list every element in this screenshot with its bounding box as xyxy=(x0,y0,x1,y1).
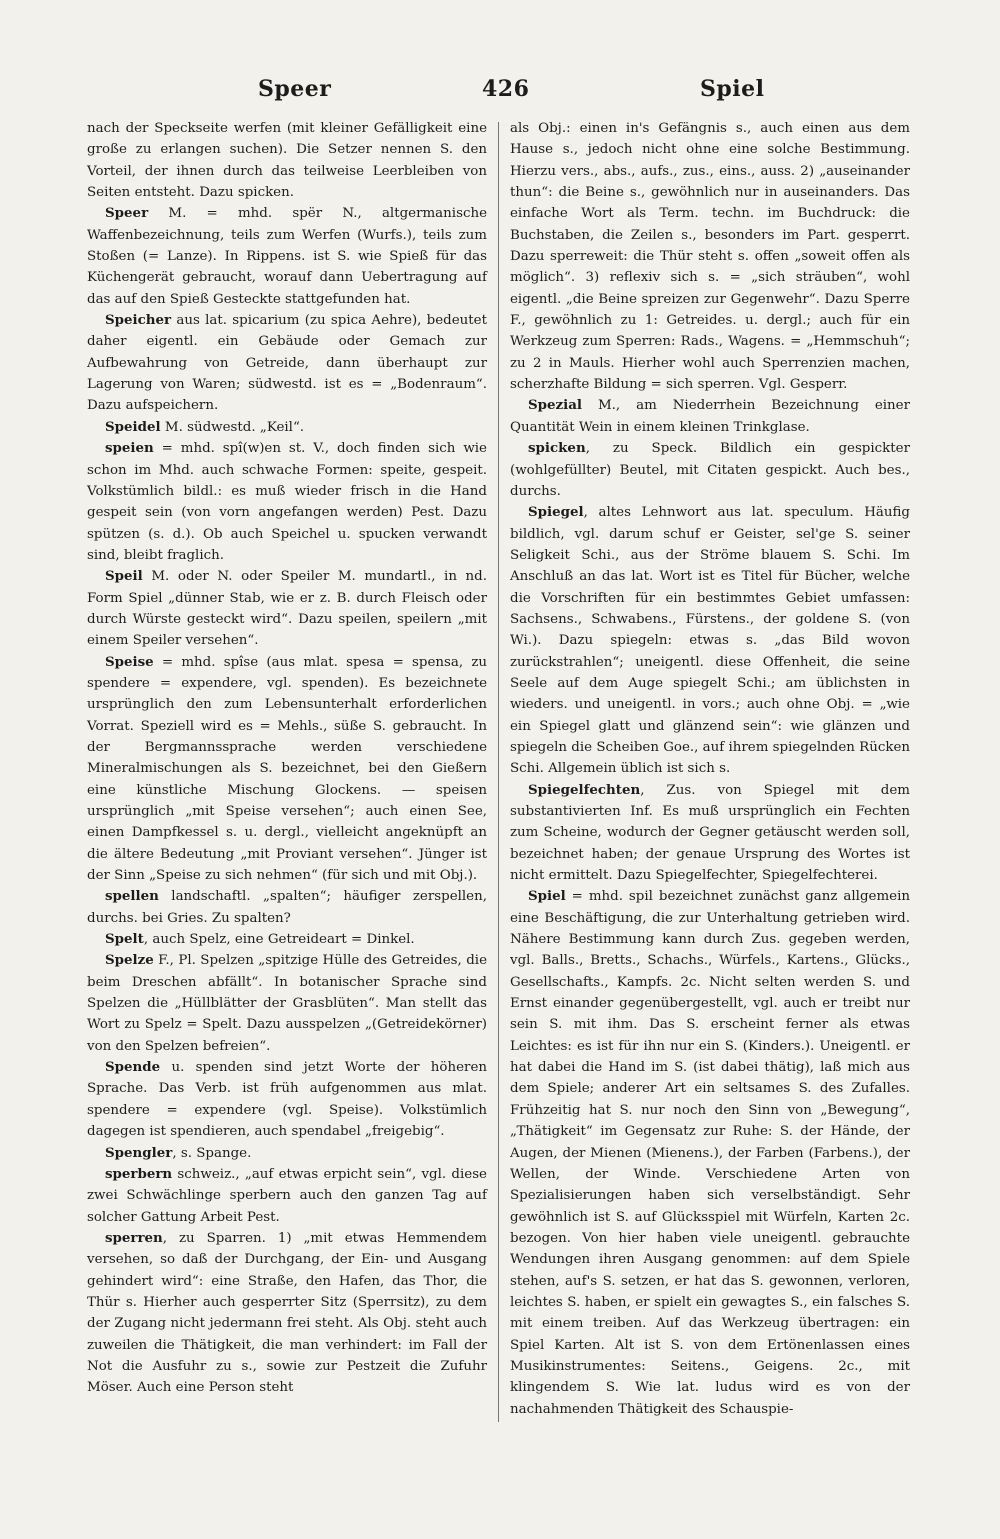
entry xyxy=(87,566,487,651)
entry xyxy=(510,395,910,438)
entry-headword: sperren xyxy=(105,1229,163,1246)
entry-text: schweiz., „auf etwas erpicht sein“, vgl. diese zwei Schwächlinge sperbern auch den ganzen Tag auf solcher Gattung Arbeit Pest. xyxy=(87,1166,487,1225)
entry xyxy=(87,417,487,438)
entry-text: F., Pl. Spelzen „spitzige Hülle des Getreides, die beim Dreschen abfällt“. In botanischer Sprache sind Spelzen die „Hüllblätter der Grasblüten“. Man stellt das Wort zu Spelz = Spelt. Dazu ausspelzen „(Getreidekörner) von den Spelzen befreien“. xyxy=(87,953,487,1054)
entry-headword: Spengler xyxy=(105,1144,173,1161)
entry-headword: Speil xyxy=(105,568,143,585)
entry-text: = mhd. spî(w)en st. V., doch finden sich wie schon im Mhd. auch schwache Formen: speite, gespeit. Volkstümlich bildl.: es muß wieder frisch in die Hand gespeit sein (von vorn angefangen werden) Pest. Dazu spützen (s. d.). Ob auch Speichel u. spucken verwandt sind, bleibt fraglich. xyxy=(87,441,487,563)
entry xyxy=(87,929,487,950)
entry xyxy=(87,1057,487,1142)
header-right-word: Spiel xyxy=(700,76,765,102)
entry-headword: Spiel xyxy=(528,888,566,905)
entry-text: u. spenden sind jetzt Worte der höheren Sprache. Das Verb. ist früh aufgenommen aus mlat. spendere = expendere (vgl. Speise). Volkstümlich dagegen ist spendieren, auch spendabel „freigebig“. xyxy=(87,1060,487,1140)
entry xyxy=(87,1228,487,1399)
entry xyxy=(87,950,487,1057)
entry xyxy=(510,780,910,887)
entry-headword: Spezial xyxy=(528,397,583,414)
entry xyxy=(87,438,487,566)
entry-text: nach der Speckseite werfen (mit kleiner Gefälligkeit eine große zu erlangen suchen). Die Setzer nennen S. den Vorteil, der ihnen durch das teilweise Leerbleiben von Seiten entsteht. Dazu spicken. xyxy=(87,121,487,201)
left-column xyxy=(87,118,487,1399)
entry-text: , auch Spelz, eine Getreideart = Dinkel. xyxy=(143,932,415,948)
entry-headword: Speidel xyxy=(105,418,161,435)
entry-text: M. = mhd. spër N., altgermanische Waffenbezeichnung, teils zum Werfen (Wurfs.), teils zum Stoßen (= Lanze). In Rippens. ist S. wie Spieß für das Küchengerät gebraucht, worauf dann Uebertragung auf das auf den Spieß Gesteckte stattgefunden hat. xyxy=(87,206,487,307)
entry-headword: spellen xyxy=(105,888,159,905)
entry-headword: Spelt xyxy=(105,931,144,948)
entry-headword: Spiegel xyxy=(528,504,584,521)
entry xyxy=(87,118,487,203)
entry-text: , zu Speck. Bildlich ein gespickter (wohlgefüllter) Beutel, mit Citaten gespickt. Auch bes., durchs. xyxy=(510,441,910,499)
running-header xyxy=(0,76,1000,108)
entry-text: landschaftl. „spalten“; häufiger zerspellen, durchs. bei Gries. Zu spalten? xyxy=(87,889,487,926)
entry-text: M. südwestd. „Keil“. xyxy=(160,419,305,435)
entry-headword: Speicher xyxy=(105,312,172,329)
entry-headword: sperbern xyxy=(105,1165,173,1182)
entry-text: , altes Lehnwort aus lat. speculum. Häufig bildlich, vgl. darum schuf er Geister, sel'ge S. seiner Seligkeit Schi., aus der Ströme blauem S. Schi. Im Anschluß an das lat. Wort ist es Titel für Bücher, welche die Vorschriften für ein bestimmtes Gebiet umfassen: Sachsens., Schwabens., Fürstens., der goldene S. (von Wi.). Dazu spiegeln: etwas s. „das Bild wovon zurückstrahlen“; uneigentl. diese Offenheit, die seine Seele auf dem Auge spiegelt Schi.; am üblichsten in wieders. und uneigentl. in vors.; auch ohne Obj. = „wie ein Spiegel glatt und glänzend sein“: wie glänzen und spiegeln die Scheiben Goe., auf ihrem spiegelnden Rücken Schi. Allgemein üblich ist sich s. xyxy=(510,505,910,777)
entry xyxy=(510,118,910,395)
entry-text: M., am Niederrhein Bezeichnung einer Quantität Wein in einem kleinen Trinkglase. xyxy=(510,398,910,435)
entry xyxy=(87,203,487,310)
entry-headword: Spende xyxy=(105,1059,161,1076)
entry-headword: Spiegelfechten xyxy=(528,781,641,798)
entry xyxy=(510,438,910,502)
entry xyxy=(87,1164,487,1228)
entry-text: , s. Spange. xyxy=(172,1145,252,1161)
entry-text: , zu Sparren. 1) „mit etwas Hemmendem versehen, so daß der Durchgang, der Ein- und Ausgang gehindert wird“: eine Straße, den Hafen, das Thor, die Thür s. Hierher auch gesperrter Sitz (Sperrsitz), zu dem der Zugang nicht jedermann frei steht. Als Obj. steht auch zuweilen die Thätigkeit, die man verhindert: im Fall der Not die Ausfuhr zu s., sowie zur Pestzeit die Zufuhr Möser. Auch eine Person steht xyxy=(87,1230,487,1396)
entry xyxy=(510,886,910,1420)
entry xyxy=(87,652,487,887)
entry-headword: speien xyxy=(105,440,154,457)
entry xyxy=(87,886,487,929)
entry-headword: Speise xyxy=(105,653,154,670)
entry xyxy=(510,502,910,779)
entry-text: als Obj.: einen in's Gefängnis s., auch einen aus dem Hause s., jedoch nicht ohne eine solche Bestimmung. Hierzu vers., abs., aufs., zus., eins., auss. 2) „auseinander thun“: die Beine s., gewöhnlich nur in auseinanders. Das einfache Wort als Term. techn. im Buchdruck: die Buchstaben, die Zeilen s., besonders im Part. gesperrt. Dazu sperreweit: die Thür steht s. offen „soweit offen als möglich“. 3) reflexiv sich s. = „sich sträuben“, wohl eigentl. „die Beine spreizen zur Gegenwehr“. Dazu Sperre F., gewöhnlich zu 1: Getreides. u. dergl.; auch für ein Werkzeug zum Sperren: Rads., Wagens. = „Hemmschuh“; zu 2 in Mauls. Hierher wohl auch Sperrenzien machen, scherzhafte Bildung = sich sperren. Vgl. Gesperr. xyxy=(510,121,910,393)
entry-text: aus lat. spicarium (zu spica Aehre), bedeutet daher eigentl. ein Gebäude oder Gemach zur Aufbewahrung von Getreide, dann überhaupt zur Lagerung von Waren; südwestd. ist es = „Bodenraum“. Dazu aufspeichern. xyxy=(87,313,487,414)
entry-headword: Spelze xyxy=(105,952,154,969)
entry-headword: spicken xyxy=(528,440,586,457)
entry-text: = mhd. spîse (aus mlat. spesa = spensa, zu spendere = expendere, vgl. spenden). Es bezeichnete ursprünglich den zum Lebensunterhalt erforderlichen Vorrat. Speziell wird es = Mehls., süße S. gebraucht. In der Bergmannssprache werden verschiedene Mineralmischungen als S. bezeichnet, bei den Gießern eine künstliche Mischung Glockens. — speisen ursprünglich „mit Speise versehen“; auch einen See, einen Dampfkessel s. u. dergl., vielleicht angeknüpft an die ältere Bedeutung „mit Proviant versehen“. Jünger ist der Sinn „Speise zu sich nehmen“ (für sich und mit Obj.). xyxy=(87,654,487,884)
page-number: 426 xyxy=(482,76,530,102)
entry xyxy=(87,1143,487,1164)
entry-text: M. oder N. oder Speiler M. mundartl., in nd. Form Spiel „dünner Stab, wie er z. B. durch Fleisch oder durch Würste gesteckt wird“. Dazu speilen, speilern „mit einem Speiler versehen“. xyxy=(87,569,487,649)
entry xyxy=(87,310,487,417)
header-left-word: Speer xyxy=(258,76,332,102)
entry-headword: Speer xyxy=(105,205,149,222)
entry-text: = mhd. spil bezeichnet zunächst ganz allgemein eine Beschäftigung, die zur Unterhaltung getrieben wird. Nähere Bestimmung kann durch Zus. gegeben werden, vgl. Balls., Bretts., Schachs., Würfels., Kartens., Glücks., Gesellschafts., Kampfs. 2c. Nicht selten werden S. und Ernst einander gegenübergestellt, vgl. auch er treibt nur sein S. mit ihm. Das S. erscheint ferner als etwas Leichtes: es ist für ihn nur ein S. (Kinders.). Uneigentl. er hat dabei die Hand im S. (ist dabei thätig), laß mich aus dem Spiele; anderer Art ein seltsames S. des Zufalles. Frühzeitig hat S. nur noch den Sinn von „Bewegung“, „Thätigkeit“ im Gegensatz zur Ruhe: S. der Hände, der Augen, der Mienen (Mienens.), der Farben (Farbens.), der Wellen, der Winde. Verschiedene Arten von Spezialisierungen haben sich verselbständigt. Sehr gewöhnlich ist S. auf Glücksspiel mit Würfeln, Karten 2c. bezogen. Von hier haben viele uneigentl. gebrauchte Wendungen ihren Ausgang genommen: auf dem Spiele stehen, auf's S. setzen, er hat das S. gewonnen, verloren, leichtes S. haben, er spielt ein gewagtes S., ein falsches S. mit einem treiben. Auf das Werkzeug übertragen: ein Spiel Karten. Alt ist S. von dem Ertönenlassen eines Musikinstrumentes: Seitens., Geigens. 2c., mit klingendem S. Wie lat. ludus wird es von der nachahmenden Thätigkeit des Schauspie- xyxy=(510,889,910,1417)
entry-text: , Zus. von Spiegel mit dem substantivierten Inf. Es muß ursprünglich ein Fechten zum Scheine, wodurch der Gegner getäuscht werden soll, bezeichnet haben; der genaue Ursprung des Wortes ist nicht ermittelt. Dazu Spiegelfechter, Spiegelfechterei. xyxy=(510,782,910,884)
column-divider xyxy=(498,122,499,1422)
right-column xyxy=(510,118,910,1420)
